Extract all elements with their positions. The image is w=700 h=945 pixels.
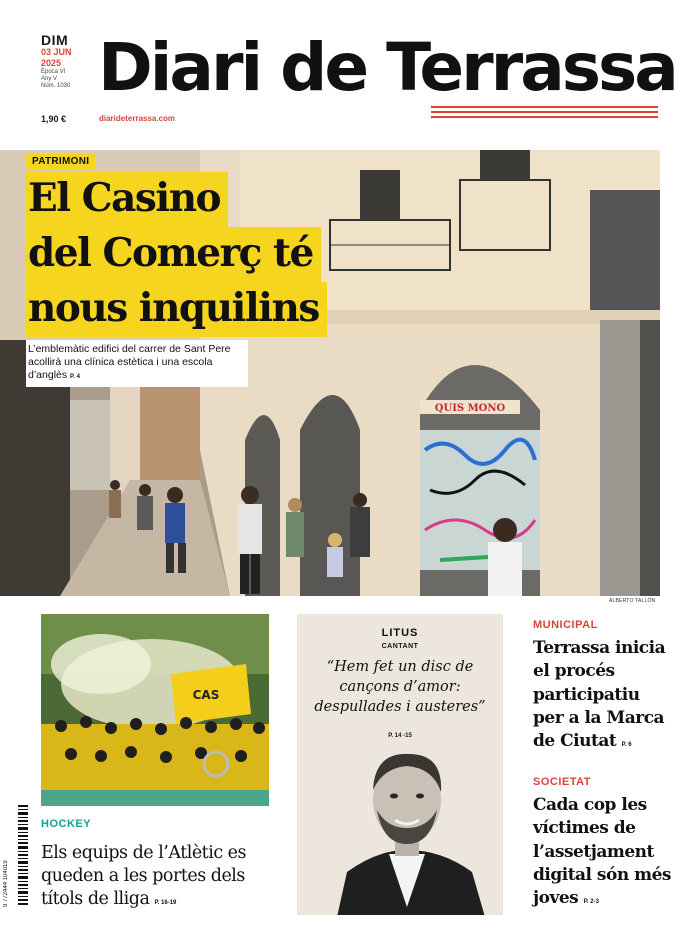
lead-headline-line: nous inquilins	[26, 282, 327, 337]
lead-deck-text: L’emblemàtic edifici del carrer de Sant Pere acollirà una clínica estètica i una escola d’anglès	[28, 343, 231, 381]
municipal-story[interactable]	[533, 619, 673, 757]
lead-deck	[26, 340, 248, 387]
hockey-kicker[interactable]: HOCKEY	[41, 818, 92, 830]
societat-headline	[533, 794, 673, 914]
issue-number: Núm. 1030	[41, 83, 71, 89]
societat-kicker[interactable]: SOCIETAT	[533, 776, 591, 788]
issue-year: 2025	[41, 58, 62, 68]
interview-page-ref[interactable]: P. 14 -15	[388, 733, 412, 739]
issue-meta	[41, 33, 101, 90]
lead-headline[interactable]	[26, 172, 327, 337]
interview-role: CANTANT	[381, 643, 419, 650]
interview-name: LITUS	[381, 627, 419, 639]
municipal-kicker[interactable]: MUNICIPAL	[533, 619, 598, 631]
lead-kicker[interactable]: PATRIMONI	[26, 154, 95, 169]
logo-stripes	[431, 106, 658, 122]
hockey-headline[interactable]	[41, 842, 271, 915]
website-link[interactable]: diarideterrassa.com	[99, 114, 176, 123]
societat-story[interactable]	[533, 776, 673, 914]
hockey-headline-text: Els equips de l’Atlètic es queden a les portes dels títols de lliga	[41, 843, 247, 909]
societat-headline-text: Cada cop les víctimes de l’assetjament digital són més joves	[533, 795, 671, 909]
interview-box[interactable]	[297, 614, 503, 915]
hockey-page-ref[interactable]: P. 16-19	[154, 900, 177, 906]
newspaper-title: Diari de Terrassa	[98, 29, 676, 106]
svg-text:CAS: CAS	[192, 688, 220, 702]
issue-date: 03 JUN	[41, 47, 72, 57]
lead-headline-line: del Comerç té	[26, 227, 321, 282]
issue-volume: Any V	[41, 76, 58, 82]
cover-price: 1,90 €	[41, 114, 67, 124]
municipal-headline	[533, 637, 673, 757]
lead-page-ref[interactable]: P. 4	[70, 374, 80, 380]
photo-credit: ALBERTO TALLÓN	[609, 598, 656, 604]
issue-day: DIM	[41, 32, 69, 48]
barcode-digits: 9 772444 104019	[3, 860, 9, 907]
newspaper-logo[interactable]	[98, 28, 676, 122]
municipal-page-ref[interactable]: P. 6	[621, 742, 632, 749]
lead-headline-line: El Casino	[26, 172, 228, 227]
societat-page-ref[interactable]: P. 2-3	[583, 899, 599, 906]
municipal-headline-text: Terrassa inicia el procés participatiu per a la Marca de Ciutat	[533, 638, 666, 752]
interview-portrait	[327, 732, 487, 915]
shop-sign: QUIS MONO	[434, 403, 506, 414]
interview-quote: “Hem fet un disc de cançons d’amor: despullades i austeres”	[314, 659, 486, 715]
hockey-photo	[41, 614, 269, 806]
issue-epoch: Època VI	[41, 69, 66, 75]
